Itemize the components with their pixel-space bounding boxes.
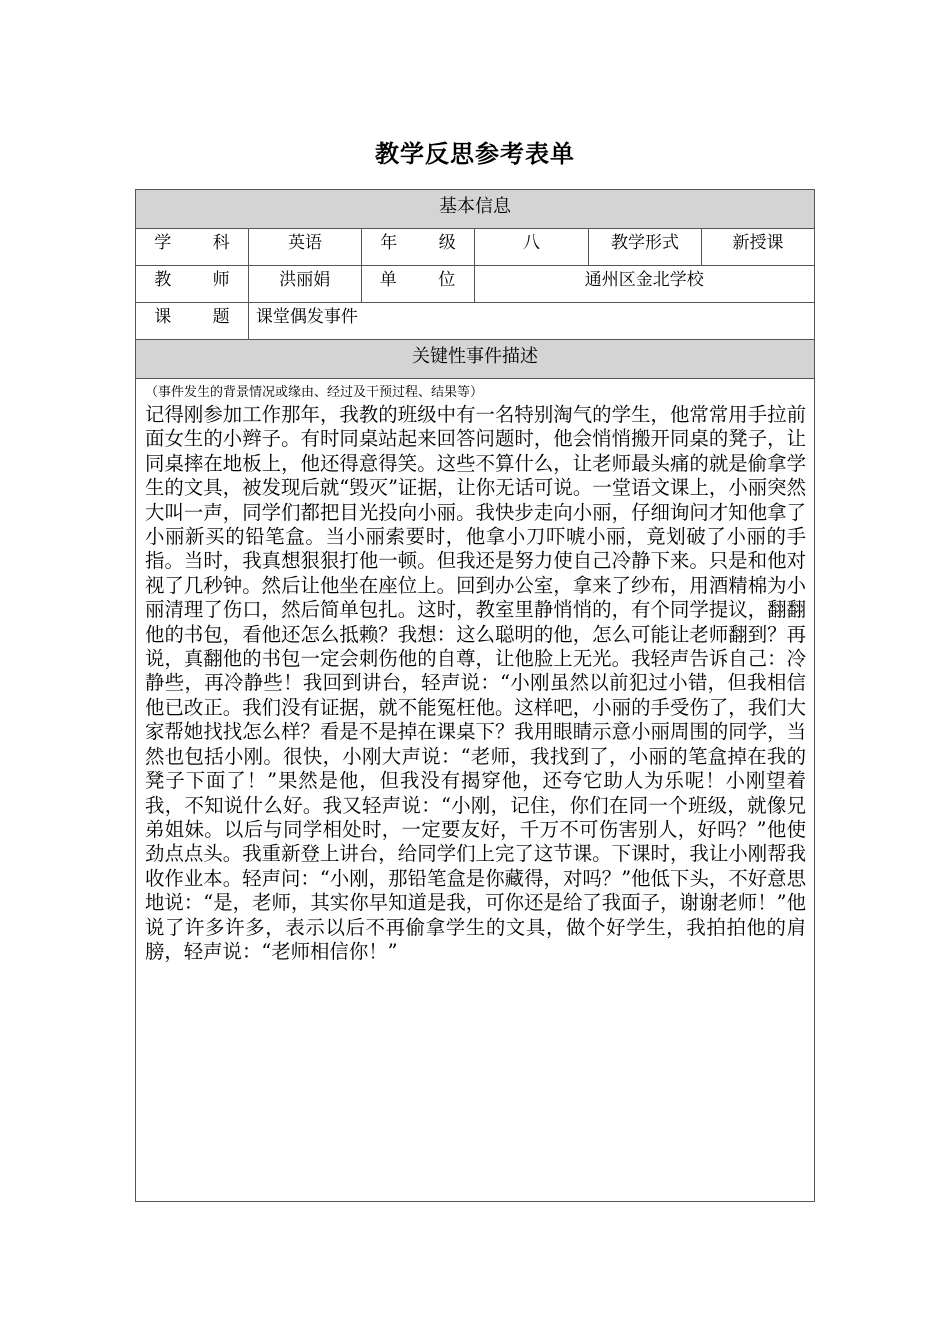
subject-value: 英语: [249, 229, 362, 265]
grade-value: 八: [475, 229, 589, 265]
teacher-label: 教 师: [136, 266, 249, 302]
teacher-row: [136, 266, 814, 303]
key-event-header: 关键性事件描述: [136, 340, 814, 379]
basic-info-header: 基本信息: [136, 190, 814, 229]
teaching-form-label: 教学形式: [589, 229, 702, 265]
reflection-form: [135, 189, 815, 1202]
event-narrative: 记得刚参加工作那年，我教的班级中有一名特别淘气的学生，他常常用手拉前面女生的小辫子。有时同桌站起来回答问题时，他会悄悄搬开同桌的凳子，让同桌摔在地板上，他还得意得笑。这些不算什么，让老师最头痛的就是偷拿学生的文具，被发现后就“毁灭”证据，让你无话可说。一堂语文课上，小丽突然大叫一声，同学们都把目光投向小丽。我快步走向小丽，仔细询问才知他拿了小丽新买的铅笔盒。当小丽索要时，他拿小刀吓唬小丽，竟划破了小丽的手指。当时，我真想狠狠打他一顿。但我还是努力使自己冷静下来。只是和他对视了几秒钟。然后让他坐在座位上。回到办公室，拿来了纱布，用酒精棉为小丽清理了伤口，然后简单包扎。这时，教室里静悄悄的，有个同学提议，翻翻他的书包，看他还怎么抵赖？我想：这么聪明的他，怎么可能让老师翻到？再说，真翻他的书包一定会刺伤他的自尊，让他脸上无光。我轻声告诉自己：冷静些，再冷静些！我回到讲台，轻声说：“小刚虽然以前犯过小错，但我相信他已改正。我们没有证据，就不能冤枉他。这样吧，小丽的手受伤了，我们大家帮她找找怎么样？看是不是掉在课桌下？我用眼睛示意小丽周围的同学，当然也包括小刚。很快，小刚大声说：“老师，我找到了，小丽的笔盒掉在我的凳子下面了！”果然是他，但我没有揭穿他，还夸它助人为乐呢！小刚望着我，不知说什么好。我又轻声说：“小刚，记住，你们在同一个班级，就像兄弟姐妹。以后与同学相处时，一定要友好，千万不可伤害别人，好吗？”他使劲点点头。我重新登上讲台，给同学们上完了这节课。下课时，我让小刚帮我收作业本。轻声问：“小刚，那铅笔盒是你藏得，对吗？”他低下头，不好意思地说：“是，老师，其实你早知道是我，可你还是给了我面子，谢谢老师！”他说了许多许多，表示以后不再偷拿学生的文具，做个好学生，我拍拍他的肩膀，轻声说：“老师相信你！”: [145, 403, 806, 963]
subject-label: 学 科: [136, 229, 249, 265]
page-title: 教学反思参考表单: [375, 140, 575, 168]
topic-value: 课堂偶发事件: [255, 307, 358, 327]
unit-label: 单 位: [362, 266, 475, 302]
unit-value: 通州区金北学校: [584, 270, 704, 290]
teaching-form-value: 新授课: [732, 233, 784, 253]
description-hint: （事件发生的背景情况或缘由、经过及干预过程、结果等）: [145, 385, 484, 400]
grade-label: 年 级: [362, 229, 475, 265]
topic-row: [136, 303, 814, 340]
subject-row: [136, 229, 814, 266]
key-event-description: [136, 379, 814, 1201]
teacher-value: 洪丽娟: [249, 266, 362, 302]
topic-label: 课 题: [136, 303, 249, 339]
